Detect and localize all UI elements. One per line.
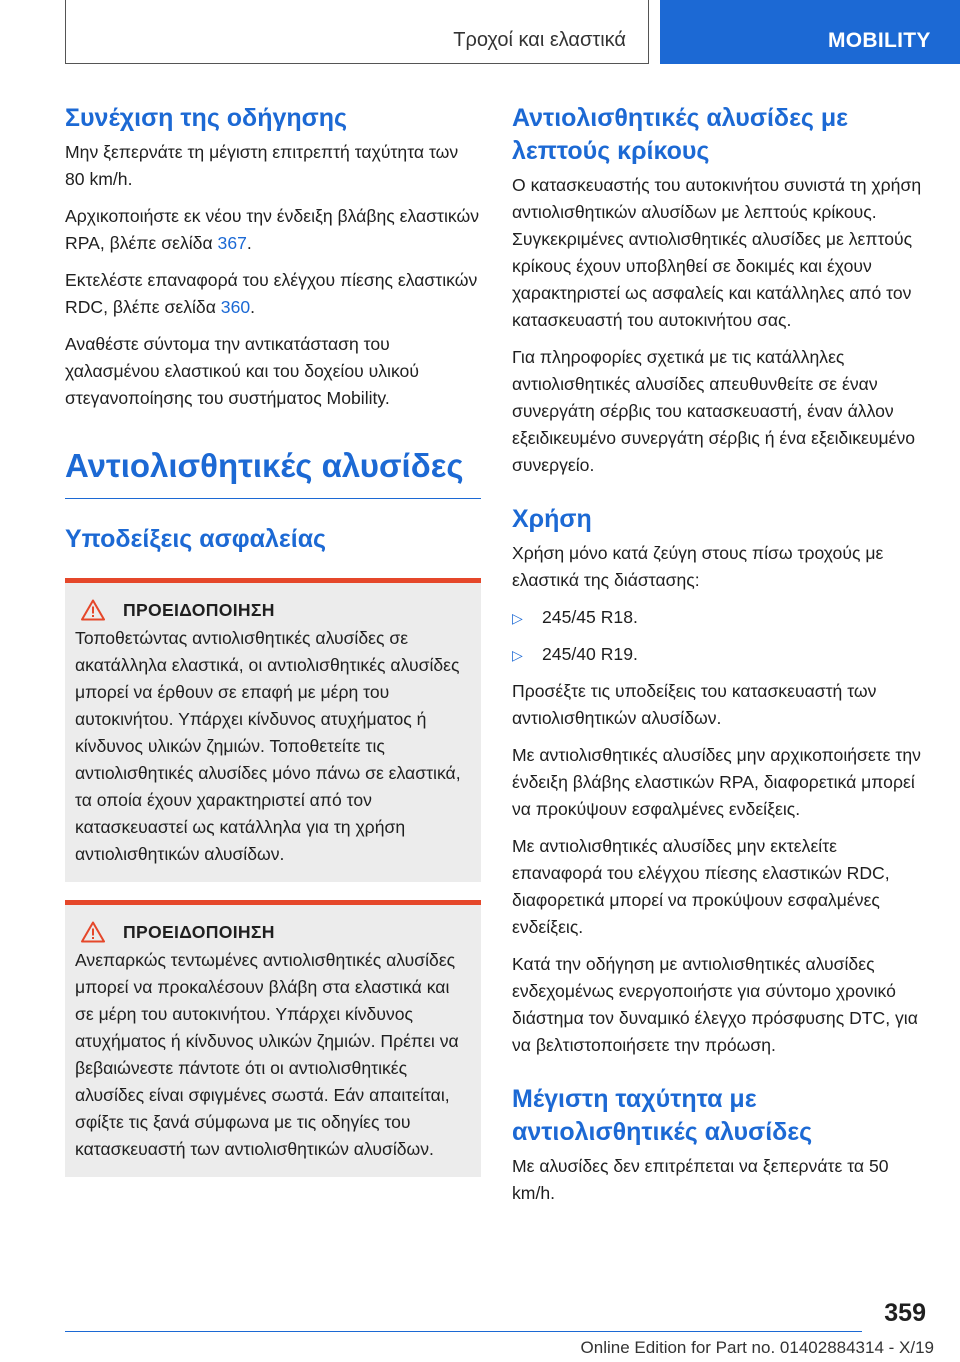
- paragraph: Κατά την οδήγηση με αντιολισθητικές αλυσίδες ενδεχομένως ενεργοποιήστε για σύντομο χρονικό διάστημα τον δυναμικό έλεγχο πρόσφυσης DTC, για να βελτιστοποιήσετε την πρόωση.: [512, 954, 918, 1055]
- right-column: [512, 102, 928, 1217]
- paragraph: Για πληροφορίες σχετικά με τις κατάλληλες αντιολισθητικές αλυσίδες απευθυνθείτε σε έναν συνεργάτη σέρβις του κατασκευαστή, έναν άλλον εξειδικευμένο συνεργάτη σέρβις ή ένα εξειδικευμένο συνεργείο.: [512, 347, 916, 475]
- triangle-right-icon: ▷: [512, 610, 523, 626]
- paragraph: Αναθέστε σύντομα την αντικατάσταση του χαλασμένου ελαστικού και του δοχείου υλικού στεγανοποίησης του συστήματος Mobility.: [65, 334, 419, 408]
- warning-box: [65, 900, 481, 1177]
- thin-link-chains-heading: Αντιολισθητικές αλυσίδες με λεπτούς κρίκους: [512, 104, 849, 165]
- paragraph: Με αντιολισθητικές αλυσίδες μην αρχικοποιήσετε την ένδειξη βλάβης ελαστικών RPA, διαφορετικά μπορεί να προκύψουν εσφαλμένες ενδείξεις.: [512, 745, 921, 819]
- page-number: 359: [884, 1299, 926, 1327]
- warning-text: Τοποθετώντας αντιολισθητικές αλυσίδες σε ακατάλληλα ελαστικά, οι αντιολισθητικές αλυσίδες μπορεί να έρθουν σε επαφή με μέρη του αυτοκινήτου. Υπάρχει κίνδυνος ατυχήματος ή κίνδυνος υλικών ζημιών. Τοποθετείτε τις αντιολισθητικές αλυσίδες μόνο πάνω σε ελαστικά, τα οποία έχουν χαρακτηριστεί από τον κατασκευαστεί ως κατάλληλα για τη χρήση αντιολισθητικών αλυσίδων.: [75, 628, 461, 864]
- paragraph: Με αλυσίδες δεν επιτρέπεται να ξεπερνάτε τα 50 km/h.: [512, 1156, 889, 1203]
- page-link-rpa[interactable]: 367: [217, 233, 247, 253]
- continue-driving-heading: Συνέχιση της οδήγησης: [65, 104, 348, 132]
- triangle-right-icon: ▷: [512, 647, 523, 663]
- paragraph: Εκτελέστε επαναφορά του ελέγχου πίεσης ελαστικών RDC, βλέπε σελίδα 360.: [65, 270, 478, 317]
- warning-box: [65, 578, 481, 882]
- footer-edition: Online Edition for Part no. 01402884314 - X/19: [580, 1338, 934, 1357]
- warning-text: Ανεπαρκώς τεντωμένες αντιολισθητικές αλυσίδες μπορεί να προκαλέσουν βλάβη στα ελαστικά και σε μέρη του αυτοκινήτου. Υπάρχει κίνδυνος ατυχήματος ή κίνδυνος υλικών ζημιών. Πρέπει να βεβαιώνεστε πάντοτε ότι οι αντιολισθητικές αλυσίδες είναι σφιγμένες σωστά. Εάν απαιτείται, σφίξτε τις ξανά σύμφωνα με τις οδηγίες του κατασκευαστή των αντιολισθητικών αλυσίδων.: [75, 950, 459, 1159]
- paragraph: Ο κατασκευαστής του αυτοκινήτου συνιστά τη χρήση αντιολισθητικών αλυσίδων με λεπτούς κρίκους. Συγκεκριμένες αντιολισθητικές αλυσίδες με λεπτούς κρίκους έχουν υποβληθεί σε δοκιμές και έχουν χαρακτηριστεί ως ασφαλείς και κατάλληλες από τον κατασκευαστή του αυτοκινήτου σας.: [512, 175, 922, 330]
- safety-heading: Υποδείξεις ασφαλείας: [65, 525, 327, 553]
- chapter-heading: Αντιολισθητικές αλυσίδες: [65, 446, 481, 499]
- list-item: [512, 641, 928, 668]
- warning-title: ΠΡΟΕΙΔΟΠΟΙΗΣΗ: [123, 599, 275, 620]
- warning-title: ΠΡΟΕΙΔΟΠΟΙΗΣΗ: [123, 921, 275, 942]
- warning-triangle-icon: [81, 921, 105, 943]
- left-column: [65, 102, 481, 1195]
- section-title: Τροχοί και ελαστικά: [453, 29, 626, 51]
- max-speed-heading: Μέγιστη ταχύτητα με αντιολισθητικές αλυσίδες: [512, 1085, 813, 1146]
- footer-divider: [65, 1331, 862, 1332]
- paragraph: Αρχικοποιήστε εκ νέου την ένδειξη βλάβης ελαστικών RPA, βλέπε σελίδα 367.: [65, 206, 480, 253]
- paragraph: Με αντιολισθητικές αλυσίδες μην εκτελείτε επαναφορά του ελέγχου πίεσης ελαστικών RDC, διαφορετικά μπορεί να προκύψουν εσφαλμένες ενδείξεις.: [512, 836, 890, 937]
- page-link-rdc[interactable]: 360: [220, 297, 251, 317]
- warning-triangle-icon: [81, 599, 105, 621]
- use-heading: Χρήση: [512, 505, 592, 533]
- paragraph: Μην ξεπερνάτε τη μέγιστη επιτρεπτή ταχύτητα των 80 km/h.: [65, 142, 459, 189]
- paragraph: Χρήση μόνο κατά ζεύγη στους πίσω τροχούς με ελαστικά της διάστασης:: [512, 543, 884, 590]
- paragraph: Προσέξτε τις υποδείξεις του κατασκευαστή των αντιολισθητικών αλυσίδων.: [512, 681, 877, 728]
- header-section-box: [65, 0, 649, 64]
- list-item: [512, 604, 928, 631]
- tire-size: 245/45 R18.: [542, 607, 638, 627]
- tire-size: 245/40 R19.: [542, 644, 638, 664]
- chapter-tab[interactable]: MOBILITY: [660, 0, 960, 64]
